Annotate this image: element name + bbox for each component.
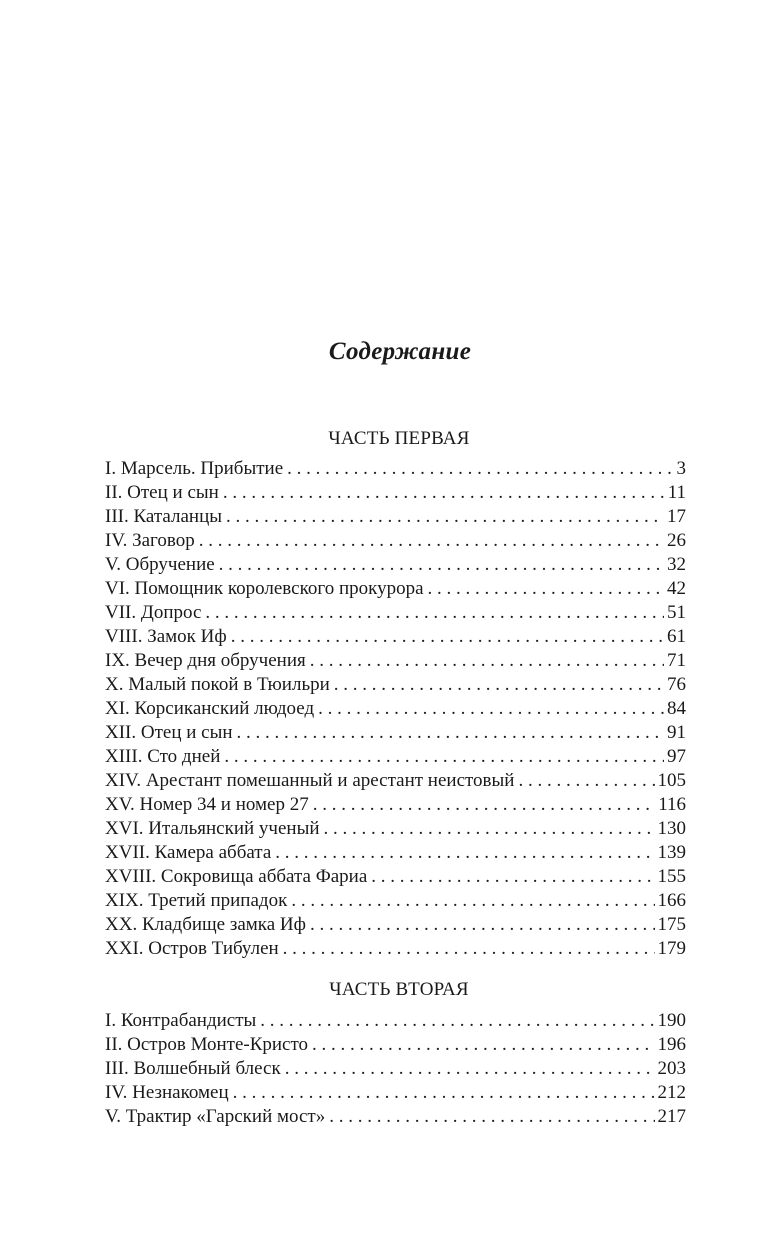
toc-entry xyxy=(105,769,686,793)
toc-entry-page: 11 xyxy=(667,482,686,503)
toc-entry-title: III. Волшебный блеск xyxy=(105,1058,281,1079)
toc-entry-page: 32 xyxy=(667,554,686,575)
toc-dot-leader xyxy=(205,601,664,625)
toc-entry-page: 190 xyxy=(657,1010,686,1031)
toc-entry-title: XXI. Остров Тибулен xyxy=(105,938,279,959)
toc-entry-page: 130 xyxy=(657,818,686,839)
toc-entry xyxy=(105,1057,686,1081)
page-title: Содержание xyxy=(328,338,472,365)
toc-entry-title: IV. Незнакомец xyxy=(105,1082,229,1103)
toc-entry-page: 175 xyxy=(657,914,686,935)
toc-entry xyxy=(105,937,686,961)
toc-dot-leader xyxy=(223,481,665,505)
toc-entry-title: II. Остров Монте-Кристо xyxy=(105,1034,309,1055)
toc-entry xyxy=(105,625,686,649)
toc-entry xyxy=(105,673,686,697)
toc-dot-leader xyxy=(226,505,664,529)
toc-entry-title: VII. Допрос xyxy=(105,602,202,623)
part-heading-2: ЧАСТЬ ВТОРАЯ xyxy=(329,979,469,1000)
toc-entry-title: VIII. Замок Иф xyxy=(105,626,227,647)
toc-entry xyxy=(105,505,686,529)
toc-dot-leader xyxy=(318,697,664,721)
toc-dot-leader xyxy=(199,529,664,553)
toc-entry-page: 91 xyxy=(667,722,686,743)
toc-entry-page: 51 xyxy=(667,602,686,623)
toc-entry xyxy=(105,577,686,601)
toc-entry xyxy=(105,817,686,841)
toc-entry xyxy=(105,481,686,505)
toc-entry-title: XVIII. Сокровища аббата Фариа xyxy=(105,866,368,887)
toc-dot-leader xyxy=(291,889,654,913)
toc-entry-page: 84 xyxy=(667,698,686,719)
toc-entry-page: 17 xyxy=(667,506,686,527)
toc-dot-leader xyxy=(233,1081,655,1105)
toc-entry-page: 179 xyxy=(657,938,686,959)
toc-entry-title: XIV. Арестант помешанный и арестант неистовый xyxy=(105,770,515,791)
toc-entry-title: II. Отец и сын xyxy=(105,482,219,503)
toc-entry xyxy=(105,649,686,673)
toc-entry-page: 212 xyxy=(657,1082,686,1103)
toc-entry-title: III. Каталанцы xyxy=(105,506,222,527)
toc-dot-leader xyxy=(312,1033,654,1057)
toc-entry xyxy=(105,457,686,481)
toc-entry-title: IX. Вечер дня обручения xyxy=(105,650,306,671)
toc-dot-leader xyxy=(329,1105,654,1129)
toc-entry-page: 196 xyxy=(657,1034,686,1055)
toc-entry-page: 97 xyxy=(667,746,686,767)
toc-entry-page: 105 xyxy=(657,770,686,791)
toc-entry xyxy=(105,841,686,865)
toc-entry-page: 203 xyxy=(657,1058,686,1079)
toc-list-part-2 xyxy=(105,1009,686,1129)
toc-entry xyxy=(105,865,686,889)
toc-entry-title: V. Обручение xyxy=(105,554,215,575)
toc-list-part-1 xyxy=(105,457,686,961)
toc-entry xyxy=(105,1009,686,1033)
toc-entry-title: I. Марсель. Прибытие xyxy=(105,458,284,479)
toc-dot-leader xyxy=(334,673,664,697)
toc-entry-page: 166 xyxy=(657,890,686,911)
toc-dot-leader xyxy=(283,937,655,961)
toc-entry-title: XX. Кладбище замка Иф xyxy=(105,914,306,935)
toc-entry-title: IV. Заговор xyxy=(105,530,195,551)
toc-entry-page: 26 xyxy=(667,530,686,551)
toc-dot-leader xyxy=(224,745,664,769)
toc-dot-leader xyxy=(428,577,664,601)
toc-dot-leader xyxy=(237,721,664,745)
toc-entry xyxy=(105,1033,686,1057)
toc-entry xyxy=(105,745,686,769)
toc-entry xyxy=(105,793,686,817)
toc-entry-title: I. Контрабандисты xyxy=(105,1010,257,1031)
toc-dot-leader xyxy=(324,817,655,841)
toc-entry xyxy=(105,601,686,625)
toc-entry-page: 116 xyxy=(658,794,686,815)
toc-entry-title: XI. Корсиканский людоед xyxy=(105,698,315,719)
toc-entry xyxy=(105,529,686,553)
toc-dot-leader xyxy=(219,553,664,577)
toc-dot-leader xyxy=(371,865,654,889)
toc-entry-title: X. Малый покой в Тюильри xyxy=(105,674,330,695)
toc-entry-page: 217 xyxy=(657,1106,686,1127)
toc-entry-title: XVII. Камера аббата xyxy=(105,842,272,863)
toc-dot-leader xyxy=(287,457,673,481)
toc-dot-leader xyxy=(310,913,655,937)
part-heading-1: ЧАСТЬ ПЕРВАЯ xyxy=(328,428,470,449)
toc-entry-page: 42 xyxy=(667,578,686,599)
toc-dot-leader xyxy=(313,793,655,817)
toc-entry-page: 155 xyxy=(657,866,686,887)
toc-dot-leader xyxy=(310,649,664,673)
toc-entry xyxy=(105,697,686,721)
toc-entry xyxy=(105,913,686,937)
toc-entry-page: 76 xyxy=(667,674,686,695)
toc-entry xyxy=(105,889,686,913)
toc-dot-leader xyxy=(518,769,654,793)
toc-entry xyxy=(105,553,686,577)
toc-dot-leader xyxy=(231,625,664,649)
toc-dot-leader xyxy=(260,1009,654,1033)
toc-entry xyxy=(105,1081,686,1105)
toc-entry-page: 61 xyxy=(667,626,686,647)
toc-entry-title: XII. Отец и сын xyxy=(105,722,233,743)
toc-entry-title: V. Трактир «Гарский мост» xyxy=(105,1106,326,1127)
toc-entry-page: 139 xyxy=(657,842,686,863)
toc-entry-title: XIII. Сто дней xyxy=(105,746,221,767)
toc-dot-leader xyxy=(285,1057,655,1081)
toc-entry-page: 71 xyxy=(667,650,686,671)
toc-entry xyxy=(105,721,686,745)
toc-entry-title: XVI. Итальянский ученый xyxy=(105,818,320,839)
toc-entry xyxy=(105,1105,686,1129)
toc-entry-title: XIX. Третий припадок xyxy=(105,890,288,911)
toc-entry-title: VI. Помощник королевского прокурора xyxy=(105,578,424,599)
toc-entry-page: 3 xyxy=(676,458,686,479)
toc-entry-title: XV. Номер 34 и номер 27 xyxy=(105,794,309,815)
toc-dot-leader xyxy=(275,841,654,865)
